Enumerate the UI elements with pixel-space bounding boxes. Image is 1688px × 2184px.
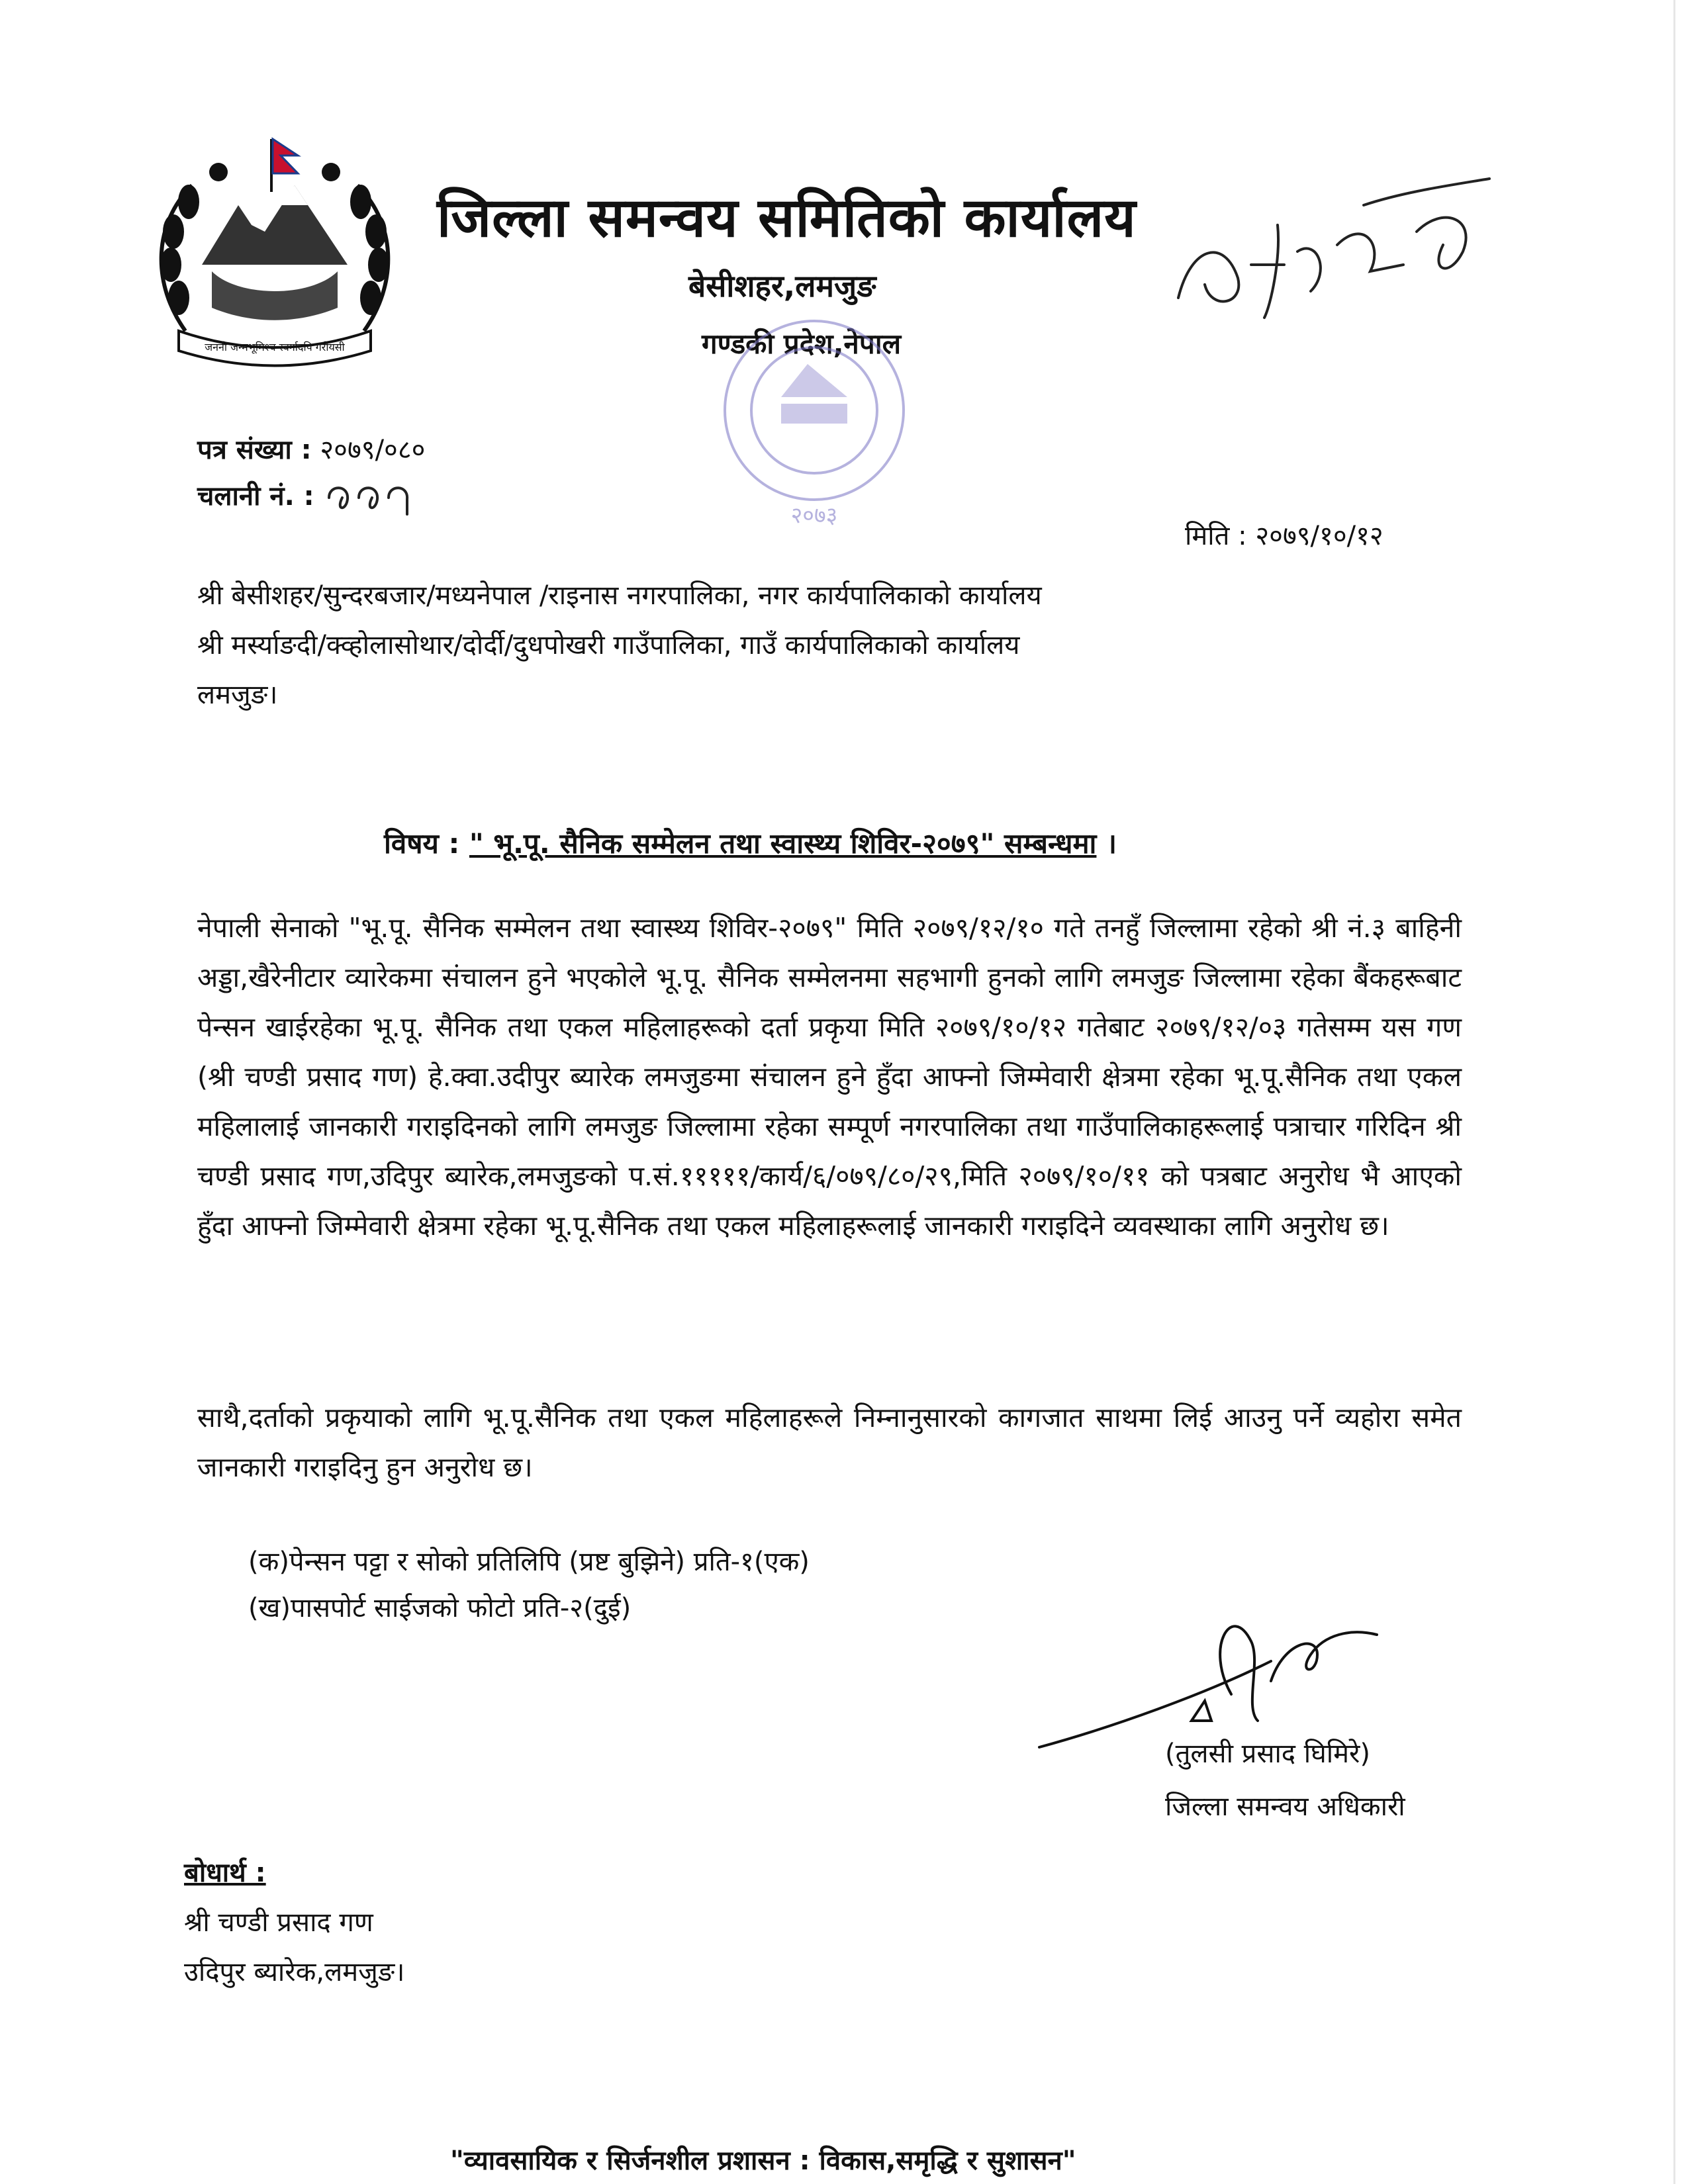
cc-line-1: श्री चण्डी प्रसाद गण: [184, 1907, 373, 1938]
reference-label: पत्र संख्या :: [197, 435, 312, 465]
reference-number: [197, 430, 425, 467]
stamp-year: २०७३: [790, 502, 838, 529]
recipient-line-3: लमजुङ।: [197, 680, 278, 710]
cc-heading: बोधार्थ :: [184, 1858, 266, 1888]
flag-icon: [271, 139, 298, 192]
date-label: मिति :: [1185, 521, 1247, 551]
date-value: २०७९/१०/१२: [1255, 521, 1383, 551]
subject-text: " भू.पू. सैनिक सम्मेलन तथा स्वास्थ्य शिविर-२०७९" सम्बन्धमा: [469, 827, 1097, 860]
dispatch-number: [197, 477, 435, 518]
nepal-emblem-icon: [139, 132, 410, 371]
recipient-line-2: श्री मर्स्याङदी/क्व्होलासोथार/दोर्दी/दुधपोखरी गाउँपालिका, गाउँ कार्यपालिकाको कार्यालय: [197, 630, 1020, 660]
recipient-line-1: श्री बेसीशहर/सुन्दरबजार/मध्यनेपाल /राइनास नगरपालिका, नगर कार्यपालिकाको कार्यालय: [197, 580, 1042, 611]
letter-date: [1185, 516, 1383, 553]
reference-value: २०७९/०८०: [320, 435, 426, 465]
subject-line: [384, 824, 1117, 862]
page-edge: [1673, 0, 1675, 2184]
subject-label: विषय :: [384, 827, 460, 860]
office-city: बेसीशहर,लमजुङ: [688, 268, 876, 304]
handwritten-note: [1165, 165, 1509, 338]
emblem-motto: जननी जन्मभूमिश्च स्वर्गादपि गरीयसी: [205, 341, 345, 353]
body-paragraph-2: साथै,दर्ताको प्रकृयाको लागि भू.पू.सैनिक तथा एकल महिलाहरूले निम्नानुसारको कागजात साथमा लिई आउनु पर्ने व्यहोरा समेत जानकारी गराइदिनु हुन अनुरोध छ।: [197, 1402, 1462, 1483]
office-province: गण्डकी प्रदेश,नेपाल: [702, 328, 902, 360]
document-list-item: (क)पेन्सन पट्टा र सोको प्रतिलिपि (प्रष्ट बुझिने) प्रति-१(एक): [248, 1547, 810, 1577]
dispatch-handwritten-value: [322, 478, 435, 518]
office-title: जिल्ला समन्वय समितिको कार्यालय: [437, 187, 1137, 250]
signatory-name: (तुलसी प्रसाद घिमिरे): [1165, 1739, 1371, 1769]
document-list-item: (ख)पासपोर्ट साईजको फोटो प्रति-२(दुई): [248, 1593, 632, 1623]
cc-line-2: उदिपुर ब्यारेक,लमजुङ।: [184, 1957, 405, 1987]
official-stamp: [715, 311, 914, 563]
signatory-title: जिल्ला समन्वय अधिकारी: [1165, 1792, 1405, 1822]
dispatch-label: चलानी नं. :: [197, 481, 314, 512]
footer-motto: "व्यावसायिक र सिर्जनशील प्रशासन : विकास,समृद्धि र सुशासन": [450, 2146, 1076, 2176]
body-paragraph-1: नेपाली सेनाको "भू.पू. सैनिक सम्मेलन तथा स्वास्थ्य शिविर-२०७९" मिति २०७९/१२/१० गते तनहुँ जिल्लामा रहेको श्री नं.३ बाहिनी अड्डा,खैरेनीटार व्यारेकमा संचालन हुने भएकोले भू.पू. सैनिक सम्मेलनमा सहभागी हुनको लागि लमजुङ जिल्लामा रहेका बैंकहरूबाट पेन्सन खाईरहेका भू.पू. सैनिक तथा एकल महिलाहरूको दर्ता प्रकृया मिति २०७९/१०/१२ गतेबाट २०७९/१२/०३ गतेसम्म यस गण (श्री चण्डी प्रसाद गण) हे.क्वा.उदीपुर ब्यारेक लमजुङमा संचालन हुने हुँदा आफ्नो जिम्मेवारी क्षेत्रमा रहेका भू.पू.सैनिक तथा एकल महिलालाई जानकारी गराइदिनको लागि लमजुङ जिल्लामा रहेका सम्पूर्ण नगरपालिका तथा गाउँपालिकाहरूलाई पत्राचार गरिदिन श्री चण्डी प्रसाद गण,उदिपुर ब्यारेक,लमजुङको प.सं.१११११/कार्य/६/०७९/८०/२९,मिति २०७९/१०/११ को पत्रबाट अनुरोध भै आएको हुँदा आफ्नो जिम्मेवारी क्षेत्रमा रहेका भू.पू.सैनिक तथा एकल महिलाहरूलाई जानकारी गराइदिने व्यवस्थाका लागि अनुरोध छ।: [197, 912, 1462, 1242]
subject-end: ।: [1106, 827, 1117, 860]
